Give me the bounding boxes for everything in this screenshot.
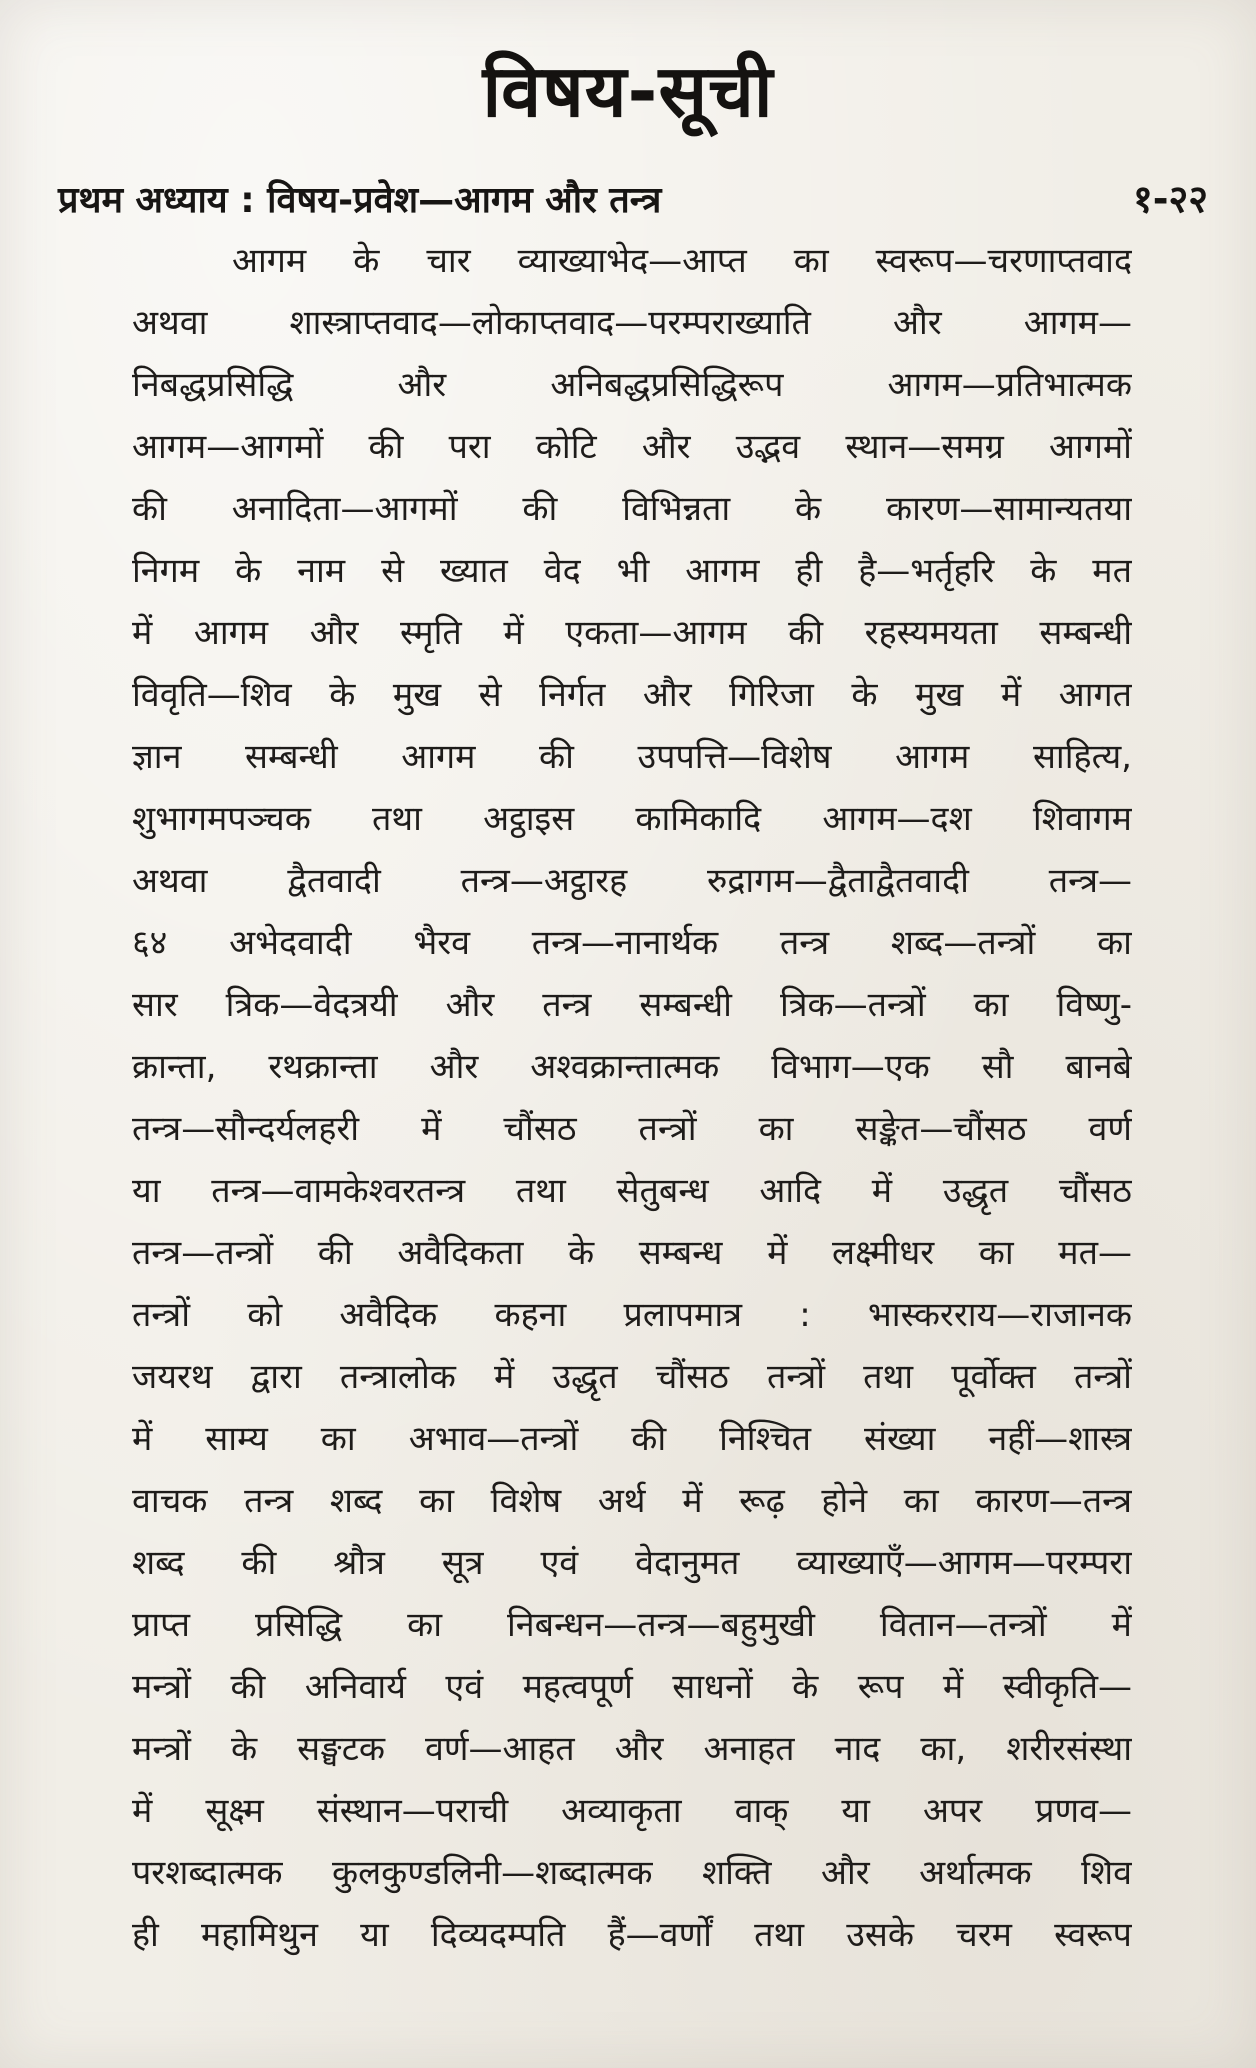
summary-line: सार त्रिक—वेदत्रयी और तन्त्र सम्बन्धी त्रिक—तन्त्रों का विष्णु- [132,985,1132,1025]
summary-line: जयरथ द्वारा तन्त्रालोक में उद्धृत चौंसठ तन्त्रों तथा पूर्वोक्त तन्त्रों [132,1357,1132,1397]
page-title: विषय-सूची [482,49,774,133]
chapter-page-range: १-२२ [1132,177,1208,221]
chapter-summary [132,230,1132,1966]
summary-line: में आगम और स्मृति में एकता—आगम की रहस्यमयता सम्बन्धी [132,613,1132,653]
summary-line: ६४ अभेदवादी भैरव तन्त्र—नानार्थक तन्त्र शब्द—तन्त्रों का [132,923,1132,963]
summary-line: या तन्त्र—वामकेश्वरतन्त्र तथा सेतुबन्ध आदि में उद्धृत चौंसठ [132,1171,1132,1211]
summary-line: विवृति—शिव के मुख से निर्गत और गिरिजा के मुख में आगत [132,675,1132,715]
summary-line: में साम्य का अभाव—तन्त्रों की निश्चित संख्या नहीं—शास्त्र [132,1419,1132,1459]
summary-line: निगम के नाम से ख्यात वेद भी आगम ही है—भर्तृहरि के मत [132,551,1132,591]
summary-line: अथवा द्वैतवादी तन्त्र—अट्ठारह रुद्रागम—द्वैताद्वैतवादी तन्त्र— [132,861,1132,901]
summary-line: आगम के चार व्याख्याभेद—आप्त का स्वरूप—चरणाप्तवाद [232,241,1132,281]
summary-line: मन्त्रों की अनिवार्य एवं महत्वपूर्ण साधनों के रूप में स्वीकृति— [132,1667,1132,1707]
summary-line: की अनादिता—आगमों की विभिन्नता के कारण—सामान्यतया [132,489,1132,529]
summary-line: शब्द की श्रौत्र सूत्र एवं वेदानुमत व्याख्याएँ—आगम—परम्परा [132,1543,1132,1583]
summary-line: परशब्दात्मक कुलकुण्डलिनी—शब्दात्मक शक्ति और अर्थात्मक शिव [132,1853,1132,1893]
summary-line: तन्त्र—सौन्दर्यलहरी में चौंसठ तन्त्रों का सङ्केत—चौंसठ वर्ण [132,1109,1132,1149]
summary-line: मन्त्रों के सङ्घटक वर्ण—आहत और अनाहत नाद का, शरीरसंस्था [132,1729,1132,1769]
summary-line: क्रान्ता, रथक्रान्ता और अश्वक्रान्तात्मक विभाग—एक सौ बानबे [132,1047,1132,1087]
summary-line: निबद्धप्रसिद्धि और अनिबद्धप्रसिद्धिरूप आगम—प्रतिभात्मक [132,365,1132,405]
summary-line: शुभागमपञ्चक तथा अट्ठाइस कामिकादि आगम—दश शिवागम [132,799,1132,839]
summary-line: ज्ञान सम्बन्धी आगम की उपपत्ति—विशेष आगम साहित्य, [132,737,1132,777]
summary-line: ही महामिथुन या दिव्यदम्पति हैं—वर्णों तथा उसके चरम स्वरूप [132,1915,1132,1955]
chapter-entry [58,168,1208,228]
summary-line: अथवा शास्त्राप्तवाद—लोकाप्तवाद—परम्पराख्याति और आगम— [132,303,1132,343]
summary-line: तन्त्रों को अवैदिक कहना प्रलापमात्र : भास्करराय—राजानक [132,1295,1132,1335]
summary-line: में सूक्ष्म संस्थान—पराची अव्याकृता वाक् या अपर प्रणव— [132,1791,1132,1831]
summary-line: आगम—आगमों की परा कोटि और उद्भव स्थान—समग्र आगमों [132,427,1132,467]
summary-line: वाचक तन्त्र शब्द का विशेष अर्थ में रूढ़ होने का कारण—तन्त्र [132,1481,1132,1521]
chapter-heading: प्रथम अध्याय : विषय-प्रवेश—आगम और तन्त्र [58,179,662,221]
summary-line: प्राप्त प्रसिद्धि का निबन्धन—तन्त्र—बहुमुखी वितान—तन्त्रों में [132,1605,1132,1645]
summary-line: तन्त्र—तन्त्रों की अवैदिकता के सम्बन्ध में लक्ष्मीधर का मत— [132,1233,1132,1273]
